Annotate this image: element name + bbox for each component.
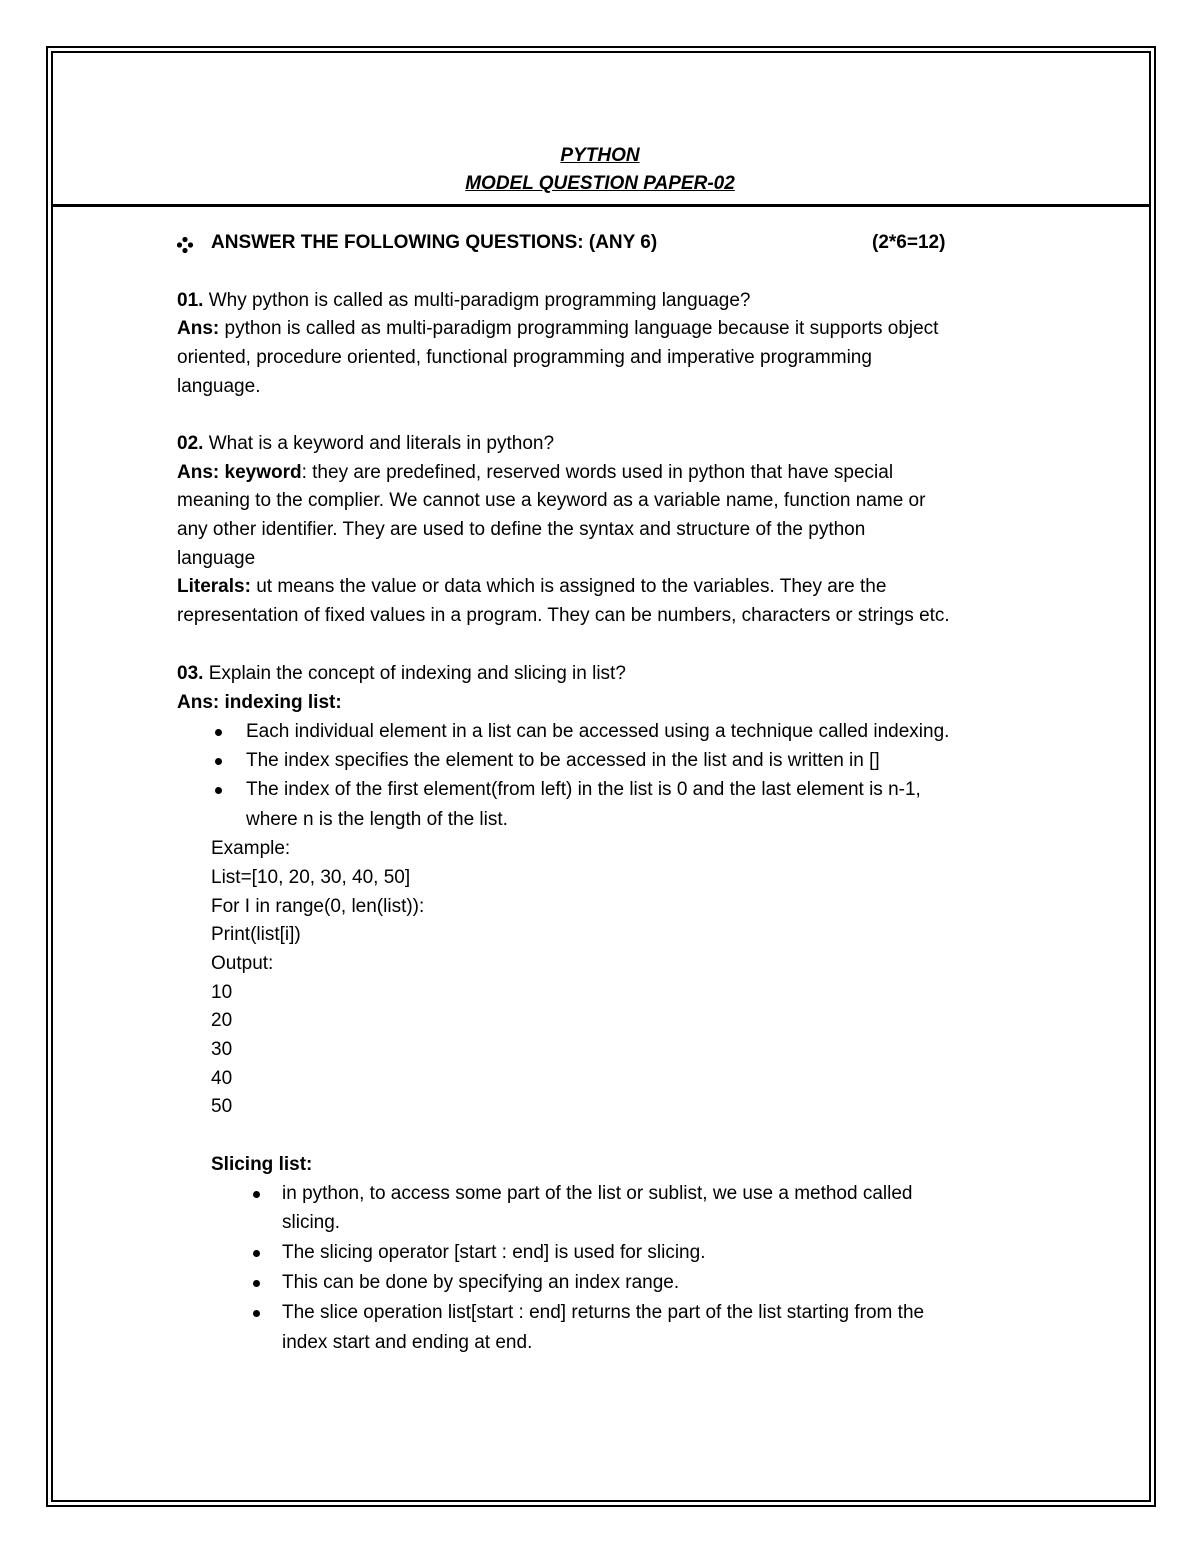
answer-label: Ans: [177, 318, 220, 339]
section-marks: (2*6=12) [872, 232, 946, 253]
output-value: 30 [211, 1039, 233, 1060]
bullet-icon [253, 1191, 260, 1198]
literals-line-2: representation of fixed values in a program. They can be numbers, characters or strings etc. [177, 605, 950, 626]
question-text: Explain the concept of indexing and slicing in list? [203, 663, 626, 684]
literals-label: Literals: [177, 576, 251, 597]
answer-text: : they are predefined, reserved words used in python that have special [301, 462, 894, 483]
slicing-bullet-2: The slicing operator [start : end] is used for slicing. [282, 1242, 706, 1263]
question-number: 03. [177, 663, 204, 684]
question-number: 01. [177, 290, 204, 311]
answer-2-line-4: language [177, 548, 256, 569]
question-3 [177, 662, 626, 686]
indexing-bullet-3: The index of the first element(from left) in the list is 0 and the last element is n-1, [246, 779, 921, 800]
indexing-bullet-1: Each individual element in a list can be accessed using a technique called indexing. [246, 721, 950, 742]
question-text: What is a keyword and literals in python? [203, 433, 555, 454]
indexing-heading: Ans: indexing list: [177, 692, 342, 713]
bullet-icon [253, 1280, 260, 1287]
slicing-bullet-4: The slice operation list[start : end] returns the part of the list starting from the [282, 1302, 925, 1323]
answer-2-line-1 [177, 461, 893, 485]
subject-title: PYTHON [560, 145, 640, 166]
bullet-icon [215, 729, 222, 736]
example-label: Example: [211, 838, 291, 859]
indexing-bullet-2: The index specifies the element to be accessed in the list and is written in [] [246, 750, 880, 771]
slicing-bullet-3: This can be done by specifying an index range. [282, 1272, 680, 1293]
output-value: 10 [211, 982, 233, 1003]
answer-2-line-2: meaning to the complier. We cannot use a keyword as a variable name, function name or [177, 490, 926, 511]
diamond-bullet-icon [176, 236, 194, 254]
literals-line-1 [177, 575, 886, 599]
slicing-bullet-4-cont: index start and ending at end. [282, 1332, 533, 1353]
slicing-bullet-1-cont: slicing. [282, 1212, 341, 1233]
answer-1-line-1 [177, 317, 938, 341]
question-1 [177, 289, 750, 313]
answer-label: Ans: keyword [177, 462, 302, 483]
example-code-line: List=[10, 20, 30, 40, 50] [211, 867, 411, 888]
output-label: Output: [211, 953, 274, 974]
question-number: 02. [177, 433, 204, 454]
literals-text: ut means the value or data which is assigned to the variables. They are the [250, 576, 887, 597]
answer-2-line-3: any other identifier. They are used to define the syntax and structure of the python [177, 519, 866, 540]
answer-1-line-3: language. [177, 376, 261, 397]
output-value: 20 [211, 1010, 233, 1031]
paper-title: MODEL QUESTION PAPER-02 [465, 173, 735, 194]
header-rule [51, 204, 1151, 207]
output-value: 40 [211, 1068, 233, 1089]
bullet-icon [253, 1250, 260, 1257]
slicing-heading: Slicing list: [211, 1154, 313, 1175]
answer-1-line-2: oriented, procedure oriented, functional programming and imperative programming [177, 347, 872, 368]
example-code-line: Print(list[i]) [211, 924, 301, 945]
slicing-bullet-1: in python, to access some part of the list or sublist, we use a method called [282, 1183, 913, 1204]
question-2 [177, 432, 554, 456]
answer-text: python is called as multi-paradigm programming language because it supports object [219, 318, 939, 339]
question-text: Why python is called as multi-paradigm programming language? [203, 290, 751, 311]
bullet-icon [215, 787, 222, 794]
bullet-icon [253, 1310, 260, 1317]
section-instruction: ANSWER THE FOLLOWING QUESTIONS: (ANY 6) [211, 232, 658, 253]
example-code-line: For I in range(0, len(list)): [211, 896, 425, 917]
output-value: 50 [211, 1096, 233, 1117]
indexing-bullet-3-cont: where n is the length of the list. [246, 809, 508, 830]
bullet-icon [215, 758, 222, 765]
